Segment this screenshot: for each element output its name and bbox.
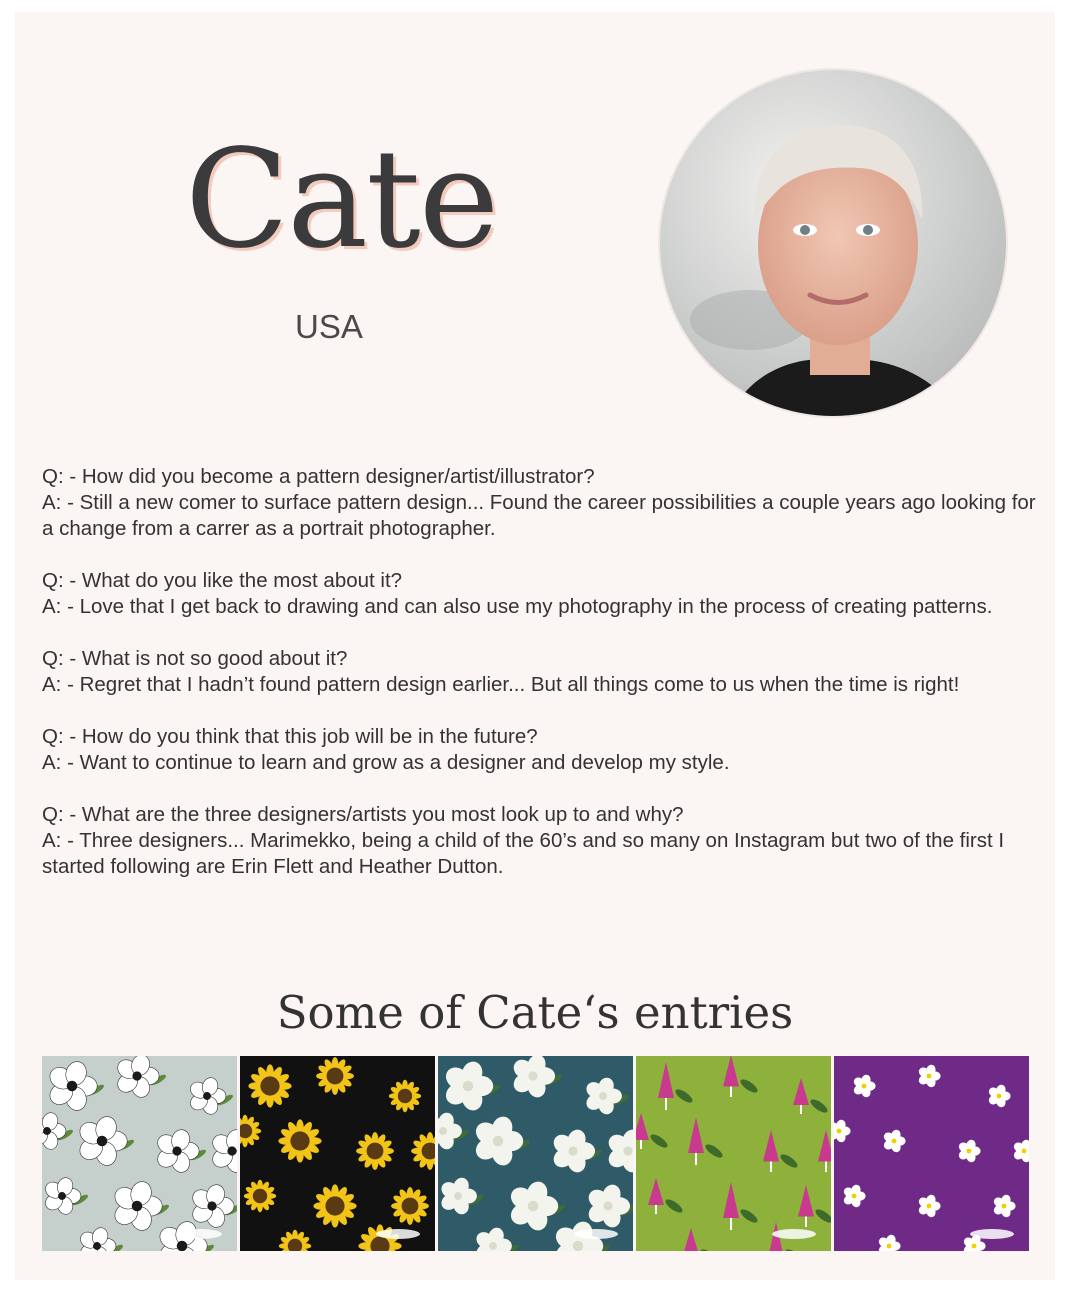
qa-item <box>42 724 1042 776</box>
question-text: Q: - How did you become a pattern designer/artist/illustrator? <box>42 465 595 488</box>
answer-text: A: - Love that I get back to drawing and can also use my photography in the process of creating patterns. <box>42 595 993 618</box>
designer-country: USA <box>295 308 363 345</box>
answer-text: A: - Still a new comer to surface pattern design... Found the career possibilities a couple years ago looking for a change from a carrer as a portrait photographer. <box>42 491 1036 540</box>
pattern-tile-anemones <box>42 1056 237 1251</box>
profile-page <box>15 12 1055 1280</box>
portrait-photo <box>660 70 1006 416</box>
pattern-tile-blossoms <box>834 1056 1029 1251</box>
question-text: Q: - What is not so good about it? <box>42 647 348 670</box>
pattern-tile-sunflowers <box>240 1056 435 1251</box>
answer-text: A: - Want to continue to learn and grow as a designer and develop my style. <box>42 751 730 774</box>
pattern-tile-gardenias <box>438 1056 633 1251</box>
entries-gallery <box>42 1056 1029 1251</box>
answer-text: A: - Regret that I hadn’t found pattern design earlier... But all things come to us when the time is right! <box>42 673 960 696</box>
pattern-tile-fuchsias <box>636 1056 831 1251</box>
qa-item <box>42 802 1042 880</box>
question-text: Q: - What are the three designers/artists you most look up to and why? <box>42 803 684 826</box>
interview-qa <box>42 464 1042 906</box>
answer-text: A: - Three designers... Marimekko, being a child of the 60’s and so many on Instagram but two of the first I started following are Erin Flett and Heather Dutton. <box>42 829 1005 878</box>
question-text: Q: - How do you think that this job will be in the future? <box>42 725 538 748</box>
qa-item <box>42 568 1042 620</box>
qa-item <box>42 464 1042 542</box>
qa-item <box>42 646 1042 698</box>
designer-name: Cate <box>185 121 498 279</box>
entries-heading: Some of Cate‘s entries <box>276 986 794 1039</box>
question-text: Q: - What do you like the most about it? <box>42 569 403 592</box>
